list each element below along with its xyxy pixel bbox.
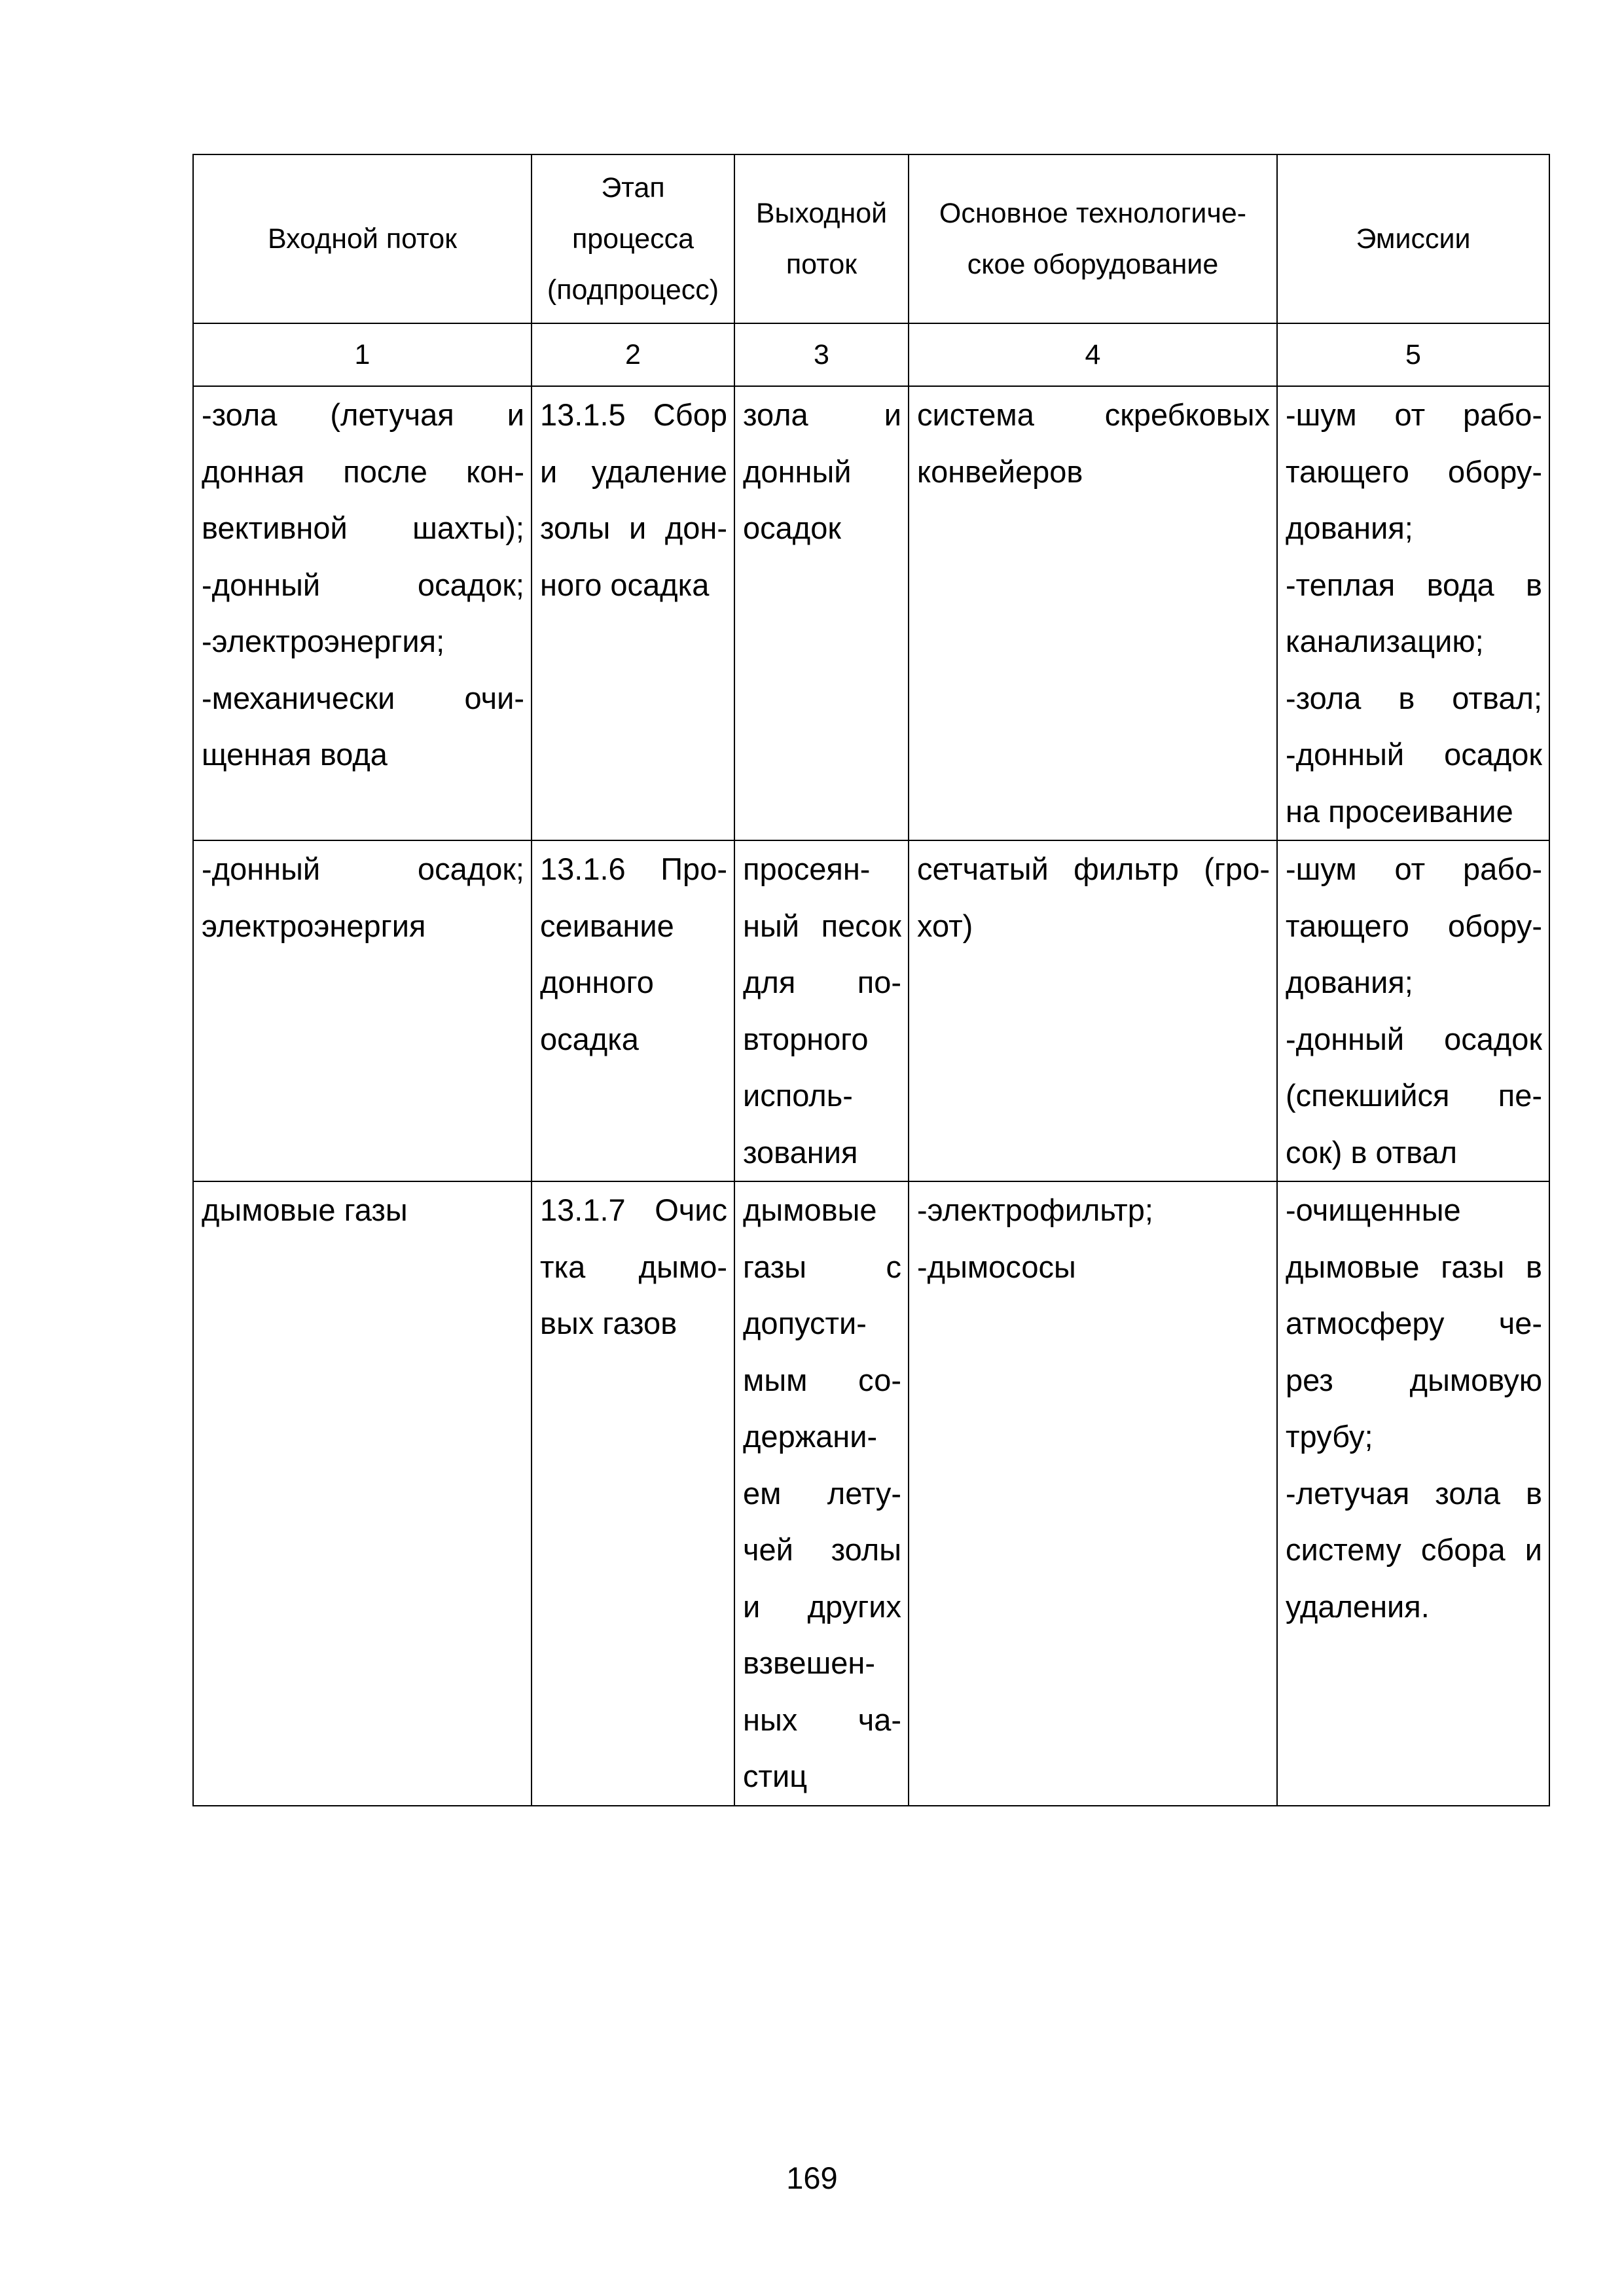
- cell-line: сеивание: [540, 908, 674, 943]
- cell-line: дымовые: [743, 1193, 877, 1227]
- cell-line: -очищенные: [1286, 1193, 1461, 1227]
- cell-line: поток: [785, 249, 857, 280]
- cell-line: чей золы: [743, 1532, 901, 1567]
- cell-line: стиц: [743, 1759, 808, 1793]
- cell-line: систему сбора и: [1286, 1532, 1542, 1567]
- column-number: 4: [909, 323, 1277, 386]
- header-emissions: [1277, 154, 1549, 323]
- cell-line: -теплая вода в: [1286, 567, 1542, 602]
- cell-output-flow: [734, 1181, 909, 1806]
- cell-line: электроэнергия: [202, 908, 426, 943]
- cell-line: атмосферу че-: [1286, 1306, 1542, 1340]
- cell-line: Входной поток: [267, 223, 458, 255]
- header-input-flow: [193, 154, 532, 323]
- cell-process-stage: [532, 386, 734, 840]
- cell-line: просеян-: [743, 852, 871, 886]
- cell-line: 13.1.6 Про-: [540, 852, 727, 886]
- cell-line: донный: [743, 454, 852, 489]
- cell-line: исполь-: [743, 1078, 853, 1113]
- cell-output-flow: [734, 840, 909, 1181]
- cell-line: сок) в отвал: [1286, 1134, 1458, 1170]
- cell-line: донная после кон-: [202, 454, 524, 489]
- cell-line: газы с: [743, 1249, 901, 1284]
- cell-line: -механически очи-: [202, 680, 524, 715]
- cell-line: -шум от рабо-: [1286, 852, 1542, 886]
- cell-main-equipment: [909, 840, 1277, 1181]
- cell-line: Этап: [601, 172, 665, 204]
- cell-line: взвешен-: [743, 1645, 876, 1680]
- cell-line: -электрофильтр;: [917, 1193, 1153, 1227]
- process-table: [192, 154, 1550, 1806]
- cell-line: ем лету-: [743, 1475, 901, 1511]
- table-header-row: [193, 154, 1549, 323]
- cell-line: осадка: [540, 1021, 639, 1056]
- cell-line: удаления.: [1286, 1588, 1430, 1624]
- table-row: [193, 1181, 1549, 1806]
- cell-line: -донный осадок;: [202, 567, 524, 602]
- cell-line: хот): [917, 908, 973, 943]
- table-row: [193, 386, 1549, 840]
- header-output-flow: [734, 154, 909, 323]
- cell-input-flow: [193, 1181, 532, 1806]
- column-number: 2: [532, 323, 734, 386]
- cell-line: и других: [743, 1588, 901, 1624]
- cell-line: трубу;: [1286, 1419, 1373, 1454]
- cell-line: допусти-: [743, 1306, 867, 1340]
- cell-emissions: [1277, 840, 1549, 1181]
- cell-line: ных ча-: [743, 1702, 901, 1737]
- cell-line: -зола (летучая и: [202, 397, 524, 432]
- cell-line: -донный осадок;: [202, 852, 524, 886]
- cell-line: тающего обору-: [1286, 454, 1542, 489]
- cell-line: для по-: [743, 965, 901, 999]
- cell-line: -донный осадок: [1286, 737, 1542, 772]
- cell-emissions: [1277, 386, 1549, 840]
- cell-process-stage: [532, 1181, 734, 1806]
- cell-line: ское оборудование: [967, 249, 1219, 280]
- cell-line: тка дымо-: [540, 1249, 727, 1284]
- cell-main-equipment: [909, 386, 1277, 840]
- column-number-row: [193, 323, 1549, 386]
- cell-process-stage: [532, 840, 734, 1181]
- cell-line: -зола в отвал;: [1286, 680, 1542, 715]
- cell-line: вективной шахты);: [202, 511, 524, 545]
- cell-line: конвейеров: [917, 454, 1083, 489]
- table-row: [193, 840, 1549, 1181]
- cell-line: -дымососы: [917, 1249, 1076, 1284]
- cell-line: зования: [743, 1134, 858, 1170]
- cell-line: рез дымовую: [1286, 1362, 1542, 1397]
- cell-input-flow: [193, 840, 532, 1181]
- cell-line: ного осадка: [540, 567, 710, 602]
- cell-line: дования;: [1286, 965, 1413, 999]
- cell-line: 13.1.5 Сбор: [540, 397, 727, 432]
- cell-line: вторного: [743, 1021, 869, 1056]
- cell-line: канализацию;: [1286, 624, 1484, 658]
- cell-line: сетчатый фильтр (гро-: [917, 852, 1270, 886]
- cell-line: осадок: [743, 511, 841, 545]
- cell-line: -электроэнергия;: [202, 624, 445, 658]
- cell-line: тающего обору-: [1286, 908, 1542, 943]
- cell-output-flow: [734, 386, 909, 840]
- cell-line: система скребковых: [917, 397, 1270, 432]
- cell-line: дования;: [1286, 511, 1413, 545]
- cell-line: (подпроцесс): [547, 274, 719, 306]
- cell-line: Основное технологиче-: [939, 198, 1247, 229]
- cell-line: -летучая зола в: [1286, 1475, 1542, 1511]
- column-number: 3: [734, 323, 909, 386]
- cell-main-equipment: [909, 1181, 1277, 1806]
- cell-line: на просеивание: [1286, 793, 1513, 829]
- column-number: 1: [193, 323, 532, 386]
- cell-line: держани-: [743, 1419, 878, 1454]
- cell-line: ный песок: [743, 908, 901, 943]
- cell-line: 13.1.7 Очис: [540, 1193, 727, 1227]
- cell-line: зола и: [743, 397, 901, 432]
- cell-emissions: [1277, 1181, 1549, 1806]
- cell-line: Выходной: [755, 198, 888, 229]
- cell-line: донного: [540, 965, 654, 999]
- column-number: 5: [1277, 323, 1549, 386]
- header-process-stage: [532, 154, 734, 323]
- cell-line: золы и дон-: [540, 511, 727, 545]
- cell-line: Эмиссии: [1356, 223, 1471, 255]
- cell-line: процесса: [571, 223, 695, 255]
- cell-input-flow: [193, 386, 532, 840]
- cell-line: (спекшийся пе-: [1286, 1078, 1542, 1113]
- cell-line: -шум от рабо-: [1286, 397, 1542, 432]
- cell-line: -донный осадок: [1286, 1021, 1542, 1056]
- header-main-equipment: [909, 154, 1277, 323]
- cell-line: дымовые газы в: [1286, 1249, 1542, 1284]
- cell-line: вых газов: [540, 1306, 677, 1340]
- cell-line: и удаление: [540, 454, 727, 489]
- cell-line: дымовые газы: [202, 1193, 408, 1227]
- cell-line: щенная вода: [202, 737, 388, 772]
- page-number: 169: [786, 2161, 838, 2195]
- cell-line: мым со-: [743, 1362, 901, 1397]
